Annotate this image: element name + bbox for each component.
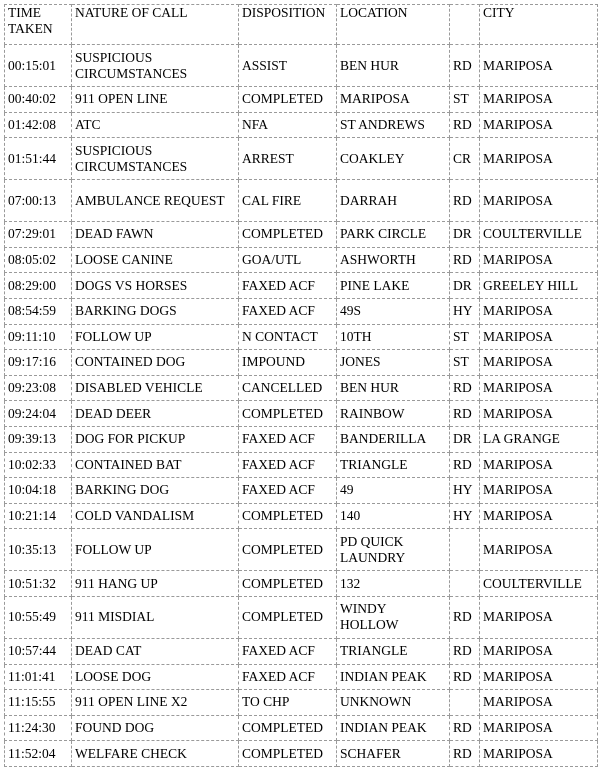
cell-city: MARIPOSA — [480, 638, 598, 664]
cell-city: MARIPOSA — [480, 350, 598, 376]
cell-location: INDIAN PEAK — [337, 664, 450, 690]
cell-nature-of-call: CONTAINED BAT — [72, 452, 239, 478]
cell-street-suffix: HY — [450, 478, 480, 504]
cell-time-taken: 09:39:13 — [5, 426, 72, 452]
cell-nature-of-call: 911 OPEN LINE X2 — [72, 690, 239, 716]
cell-disposition: FAXED ACF — [239, 273, 337, 299]
cell-disposition: COMPLETED — [239, 715, 337, 741]
cell-nature-of-call: WELFARE CHECK — [72, 741, 239, 767]
cell-street-suffix: RD — [450, 180, 480, 222]
cell-city: MARIPOSA — [480, 503, 598, 529]
cell-street-suffix: DR — [450, 426, 480, 452]
cell-nature-of-call: 911 HANG UP — [72, 571, 239, 597]
table-row — [5, 222, 598, 248]
cell-location: 49 — [337, 478, 450, 504]
cell-city: MARIPOSA — [480, 664, 598, 690]
call-log-document — [4, 4, 598, 767]
cell-nature-of-call: LOOSE DOG — [72, 664, 239, 690]
table-row — [5, 664, 598, 690]
table-row — [5, 741, 598, 767]
cell-location: SCHAFER — [337, 741, 450, 767]
cell-nature-of-call: SUSPICIOUS CIRCUMSTANCES — [72, 45, 239, 87]
cell-nature-of-call: FOLLOW UP — [72, 529, 239, 571]
table-row — [5, 638, 598, 664]
cell-location: BANDERILLA — [337, 426, 450, 452]
cell-disposition: COMPLETED — [239, 571, 337, 597]
header-street-suffix — [450, 5, 480, 45]
cell-location: JONES — [337, 350, 450, 376]
cell-city: COULTERVILLE — [480, 222, 598, 248]
cell-time-taken: 11:15:55 — [5, 690, 72, 716]
cell-time-taken: 09:23:08 — [5, 375, 72, 401]
cell-street-suffix: RD — [450, 45, 480, 87]
cell-location: 49S — [337, 298, 450, 324]
cell-city: MARIPOSA — [480, 741, 598, 767]
cell-disposition: CAL FIRE — [239, 180, 337, 222]
cell-street-suffix: RD — [450, 638, 480, 664]
cell-nature-of-call: SUSPICIOUS CIRCUMSTANCES — [72, 138, 239, 180]
cell-city: MARIPOSA — [480, 478, 598, 504]
cell-time-taken: 01:42:08 — [5, 112, 72, 138]
cell-city: MARIPOSA — [480, 180, 598, 222]
table-row — [5, 596, 598, 638]
header-disposition: DISPOSITION — [239, 5, 337, 45]
cell-street-suffix: RD — [450, 401, 480, 427]
cell-disposition: FAXED ACF — [239, 664, 337, 690]
cell-street-suffix: RD — [450, 664, 480, 690]
cell-nature-of-call: DOG FOR PICKUP — [72, 426, 239, 452]
cell-street-suffix: DR — [450, 273, 480, 299]
cell-location: PD QUICK LAUNDRY — [337, 529, 450, 571]
cell-location: INDIAN PEAK — [337, 715, 450, 741]
cell-disposition: ARREST — [239, 138, 337, 180]
table-row — [5, 375, 598, 401]
cell-disposition: COMPLETED — [239, 87, 337, 113]
cell-city: MARIPOSA — [480, 112, 598, 138]
cell-disposition: COMPLETED — [239, 401, 337, 427]
table-row — [5, 715, 598, 741]
cell-location: MARIPOSA — [337, 87, 450, 113]
cell-street-suffix: HY — [450, 298, 480, 324]
cell-time-taken: 11:52:04 — [5, 741, 72, 767]
table-row — [5, 87, 598, 113]
cell-location: TRIANGLE — [337, 638, 450, 664]
header-time-taken: TIME TAKEN — [5, 5, 72, 45]
cell-disposition: CANCELLED — [239, 375, 337, 401]
cell-location: ASHWORTH — [337, 247, 450, 273]
cell-location: 10TH — [337, 324, 450, 350]
cell-nature-of-call: 911 OPEN LINE — [72, 87, 239, 113]
cell-location: BEN HUR — [337, 45, 450, 87]
cell-street-suffix: ST — [450, 87, 480, 113]
cell-nature-of-call: FOLLOW UP — [72, 324, 239, 350]
cell-location: COAKLEY — [337, 138, 450, 180]
cell-street-suffix: RD — [450, 741, 480, 767]
table-row — [5, 426, 598, 452]
cell-nature-of-call: DEAD FAWN — [72, 222, 239, 248]
cell-time-taken: 00:15:01 — [5, 45, 72, 87]
cell-disposition: GOA/UTL — [239, 247, 337, 273]
cell-street-suffix: DR — [450, 222, 480, 248]
cell-location: PINE LAKE — [337, 273, 450, 299]
cell-street-number: 140 — [337, 503, 450, 529]
cell-time-taken: 10:51:32 — [5, 571, 72, 597]
cell-street-suffix: ST — [450, 324, 480, 350]
cell-disposition: NFA — [239, 112, 337, 138]
cell-nature-of-call: COLD VANDALISM — [72, 503, 239, 529]
cell-city: MARIPOSA — [480, 596, 598, 638]
cell-street-suffix — [450, 690, 480, 716]
table-row — [5, 298, 598, 324]
cell-time-taken: 00:40:02 — [5, 87, 72, 113]
cell-nature-of-call: AMBULANCE REQUEST — [72, 180, 239, 222]
cell-disposition: COMPLETED — [239, 596, 337, 638]
cell-nature-of-call: ATC — [72, 112, 239, 138]
cell-disposition: COMPLETED — [239, 741, 337, 767]
cell-location: 132 — [337, 571, 450, 597]
cell-time-taken: 11:24:30 — [5, 715, 72, 741]
cell-time-taken: 09:17:16 — [5, 350, 72, 376]
cell-time-taken: 07:29:01 — [5, 222, 72, 248]
cell-city: LA GRANGE — [480, 426, 598, 452]
cell-nature-of-call: BARKING DOG — [72, 478, 239, 504]
cell-nature-of-call: FOUND DOG — [72, 715, 239, 741]
cell-location: DARRAH — [337, 180, 450, 222]
cell-street-suffix: RD — [450, 112, 480, 138]
table-row — [5, 690, 598, 716]
header-location: LOCATION — [337, 5, 450, 45]
cell-city: MARIPOSA — [480, 452, 598, 478]
cell-disposition: FAXED ACF — [239, 478, 337, 504]
call-log-body — [5, 45, 598, 767]
cell-location: PARK CIRCLE — [337, 222, 450, 248]
cell-nature-of-call: DEAD CAT — [72, 638, 239, 664]
cell-time-taken: 09:24:04 — [5, 401, 72, 427]
header-nature-of-call: NATURE OF CALL — [72, 5, 239, 45]
cell-city: COULTERVILLE — [480, 571, 598, 597]
cell-time-taken: 09:11:10 — [5, 324, 72, 350]
cell-location: TRIANGLE — [337, 452, 450, 478]
table-row — [5, 180, 598, 222]
cell-city: MARIPOSA — [480, 138, 598, 180]
cell-street-suffix: ST — [450, 350, 480, 376]
cell-street-suffix: RD — [450, 247, 480, 273]
table-row — [5, 273, 598, 299]
cell-city: MARIPOSA — [480, 298, 598, 324]
cell-city: GREELEY HILL — [480, 273, 598, 299]
table-row — [5, 529, 598, 571]
cell-disposition: FAXED ACF — [239, 298, 337, 324]
table-row — [5, 247, 598, 273]
cell-nature-of-call: BARKING DOGS — [72, 298, 239, 324]
cell-disposition: N CONTACT — [239, 324, 337, 350]
cell-nature-of-call: DISABLED VEHICLE — [72, 375, 239, 401]
table-row — [5, 45, 598, 87]
cell-city: MARIPOSA — [480, 690, 598, 716]
cell-street-suffix: RD — [450, 596, 480, 638]
cell-disposition: COMPLETED — [239, 529, 337, 571]
cell-disposition: ASSIST — [239, 45, 337, 87]
cell-location: RAINBOW — [337, 401, 450, 427]
cell-disposition: FAXED ACF — [239, 426, 337, 452]
table-row — [5, 138, 598, 180]
cell-time-taken: 08:29:00 — [5, 273, 72, 299]
table-row — [5, 503, 598, 529]
cell-time-taken: 10:35:13 — [5, 529, 72, 571]
cell-nature-of-call: CONTAINED DOG — [72, 350, 239, 376]
cell-location: ST ANDREWS — [337, 112, 450, 138]
cell-street-suffix: RD — [450, 375, 480, 401]
table-row — [5, 112, 598, 138]
cell-disposition: IMPOUND — [239, 350, 337, 376]
cell-city: MARIPOSA — [480, 715, 598, 741]
cell-time-taken: 10:57:44 — [5, 638, 72, 664]
cell-disposition: COMPLETED — [239, 503, 337, 529]
cell-location: BEN HUR — [337, 375, 450, 401]
cell-city: MARIPOSA — [480, 529, 598, 571]
cell-nature-of-call: DOGS VS HORSES — [72, 273, 239, 299]
cell-city: MARIPOSA — [480, 247, 598, 273]
call-log-table — [4, 4, 598, 767]
table-row — [5, 324, 598, 350]
cell-time-taken: 08:05:02 — [5, 247, 72, 273]
cell-time-taken: 08:54:59 — [5, 298, 72, 324]
cell-time-taken: 10:21:14 — [5, 503, 72, 529]
cell-street-suffix: CR — [450, 138, 480, 180]
cell-street-suffix: RD — [450, 452, 480, 478]
cell-city: MARIPOSA — [480, 45, 598, 87]
cell-time-taken: 01:51:44 — [5, 138, 72, 180]
table-row — [5, 401, 598, 427]
cell-city: MARIPOSA — [480, 87, 598, 113]
cell-street-suffix: RD — [450, 715, 480, 741]
table-row — [5, 452, 598, 478]
cell-disposition: FAXED ACF — [239, 638, 337, 664]
table-row — [5, 571, 598, 597]
cell-time-taken: 11:01:41 — [5, 664, 72, 690]
cell-nature-of-call: LOOSE CANINE — [72, 247, 239, 273]
cell-location: WINDY HOLLOW — [337, 596, 450, 638]
cell-street-suffix: HY — [450, 503, 480, 529]
cell-time-taken: 10:55:49 — [5, 596, 72, 638]
header-row — [5, 5, 598, 45]
table-row — [5, 478, 598, 504]
cell-nature-of-call: 911 MISDIAL — [72, 596, 239, 638]
cell-location: UNKNOWN — [337, 690, 450, 716]
cell-street-suffix — [450, 571, 480, 597]
cell-time-taken: 10:02:33 — [5, 452, 72, 478]
cell-time-taken: 10:04:18 — [5, 478, 72, 504]
cell-disposition: TO CHP — [239, 690, 337, 716]
table-row — [5, 350, 598, 376]
cell-city: MARIPOSA — [480, 375, 598, 401]
cell-nature-of-call: DEAD DEER — [72, 401, 239, 427]
cell-time-taken: 07:00:13 — [5, 180, 72, 222]
cell-disposition: COMPLETED — [239, 222, 337, 248]
cell-disposition: FAXED ACF — [239, 452, 337, 478]
cell-city: MARIPOSA — [480, 401, 598, 427]
cell-city: MARIPOSA — [480, 324, 598, 350]
cell-street-suffix — [450, 529, 480, 571]
header-city: CITY — [480, 5, 598, 45]
